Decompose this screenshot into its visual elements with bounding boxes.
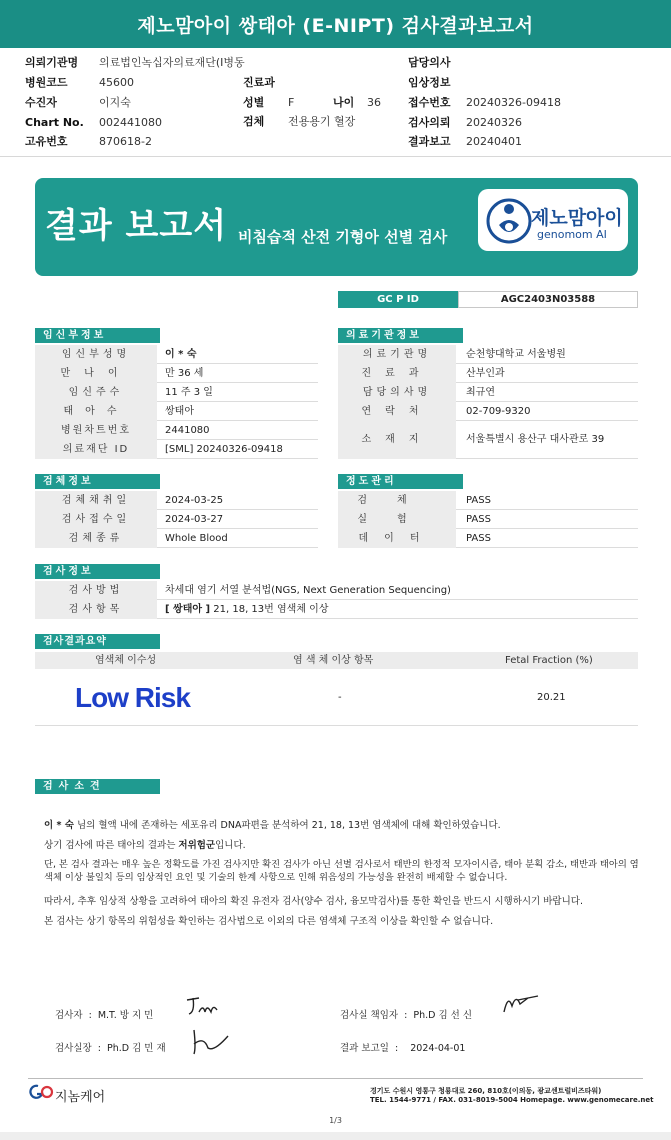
sig-lab-chief: 검사실장 : Ph.D 김 민 재 [55, 1043, 166, 1054]
row-collection-date: 검체채취일 2024-03-25 [35, 491, 318, 510]
section-quality-control: 정도관리 [338, 474, 463, 489]
meta-clinical-info: 임상정보 [408, 76, 451, 89]
row-department: 진료과 산부인과 [338, 364, 638, 383]
section-result-summary: 검사결과요약 [35, 634, 160, 649]
footer-address: 경기도 수원시 영통구 청룡대로 260, 810호(이의동, 광교센트럴비즈타워) [370, 1087, 602, 1095]
band-title: 결과 보고서 [45, 206, 228, 246]
header-divider [0, 156, 671, 157]
genomom-logo-icon [485, 195, 533, 247]
row-qc-experiment: 실험 PASS [338, 510, 638, 529]
opinion-p1: 이 * 숙 님의 혈액 내에 존재하는 세포유리 DNA파편을 분석하여 21, 18, 13번 염색체에 대해 확인하였습니다. [44, 820, 501, 831]
signature-tester-icon [183, 994, 233, 1020]
sig-lab-manager: 검사실 책임자 : Ph.D 김 선 신 [340, 1010, 473, 1021]
meta-sex: 성별 F [243, 96, 295, 109]
risk-result: Low Risk [75, 682, 190, 713]
opinion-p3: 단, 본 검사 결과는 매우 높은 정확도를 가진 검사지만 확진 검사가 아닌 선별 검사로서 태반의 한정적 모자이시즘, 태아 분획 감소, 태반과 태아의 염색체 이상 불일치 등의 임상적인 요인 및 기술의 한계 사항으로 인해 위음성의 가능성을 완전히 배제할 수 없습니다. [44, 859, 639, 883]
section-pregnant-info: 임신부정보 [35, 328, 160, 343]
meta-report-date: 결과보고 20240401 [408, 135, 522, 148]
section-opinion: 검사소견 [35, 779, 160, 794]
logo-subtext: genomom AI [537, 228, 607, 241]
opinion-p4: 따라서, 추후 임상적 상황을 고려하여 태아의 확진 유전자 검사(양수 검사, 융모막검사)를 통한 확인을 반드시 시행하시기 바랍니다. [44, 896, 583, 907]
row-contact: 연락처 02-709-9320 [338, 402, 638, 421]
row-institution-name: 의료기관명 순천향대학교 서울병원 [338, 345, 638, 364]
row-hospital-chart: 병원차트번호 2441080 [35, 421, 318, 440]
signature-lab-chief-icon [188, 1026, 234, 1058]
gcpid-label: GC P ID [338, 291, 458, 308]
abnormal-items: - [338, 692, 342, 703]
footer-contact: TEL. 1544-9771 / FAX. 031-8019-5004 Homepage. www.genomecare.net [370, 1096, 654, 1104]
row-doctor-name: 담당의사명 최규연 [338, 383, 638, 402]
meta-age: 나이 36 [333, 96, 381, 109]
meta-clinic: 진료과 [243, 76, 275, 89]
summary-header: 염색체 이수성 염 색 체 이상 항목 Fetal Fraction (%) [35, 652, 638, 669]
section-specimen-info: 검체정보 [35, 474, 160, 489]
row-address: 소재지 서울특별시 용산구 대사관로 39 [338, 421, 638, 459]
page-number: 1/3 [329, 1116, 342, 1125]
genomecare-logo-icon [28, 1084, 54, 1100]
bottom-strip [0, 1132, 671, 1140]
section-test-info: 검사정보 [35, 564, 160, 579]
row-test-method: 검사방법 차세대 염기 서열 분석법(NGS, Next Generation Sequencing) [35, 581, 638, 600]
row-receipt-date: 검사접수일 2024-03-27 [35, 510, 318, 529]
opinion-p5: 본 검사는 상기 항목의 위험성을 확인하는 검사법으로 이외의 다른 염색체 구조적 이상을 확인할 수 없습니다. [44, 916, 494, 927]
logo-text: 제노맘아이 [531, 207, 623, 229]
summary-divider [35, 725, 638, 726]
section-institution-info: 의료기관정보 [338, 328, 463, 343]
footer-logo-text: 지놈케어 [55, 1090, 106, 1105]
row-foundation-id: 의료재단 ID [SML] 20240326-09418 [35, 440, 318, 459]
row-pregnant-age: 만나이 만 36 세 [35, 364, 318, 383]
row-test-items: 검사항목 [ 쌍태아 ] 21, 18, 13번 염색체 이상 [35, 600, 638, 619]
row-qc-data: 데이터 PASS [338, 529, 638, 548]
fetal-fraction: 20.21 [537, 692, 566, 703]
row-specimen-type: 검체종류 Whole Blood [35, 529, 318, 548]
row-pregnant-name: 임신부성명 이 * 숙 [35, 345, 318, 364]
row-fetus-count: 태아수 쌍태아 [35, 402, 318, 421]
meta-request-date: 검사의뢰 20240326 [408, 116, 522, 129]
meta-unique-no: 고유번호 870618-2 [25, 135, 152, 148]
report-title: 제노맘아이 쌍태아 (E-NIPT) 검사결과보고서 [0, 0, 671, 48]
meta-institution: 의뢰기관명 의료법인녹십자의료재단(I병동 [25, 56, 245, 69]
meta-chart-no: Chart No. 002441080 [25, 116, 162, 129]
meta-patient: 수진자 이지숙 [25, 96, 131, 109]
gcpid-value: AGC2403N03588 [458, 291, 638, 308]
opinion-p2: 상기 검사에 따른 태아의 결과는 저위험군입니다. [44, 840, 246, 851]
meta-doctor: 담당의사 [408, 56, 451, 69]
meta-specimen: 검체 전용용기 혈장 [243, 115, 356, 128]
band-subtitle: 비침습적 산전 기형아 선별 검사 [238, 228, 448, 246]
row-qc-specimen: 검체 PASS [338, 491, 638, 510]
sig-report-date: 결과 보고일 : 2024-04-01 [340, 1043, 466, 1054]
row-gestational-age: 임신주수 11 주 3 일 [35, 383, 318, 402]
signature-lab-manager-icon [498, 990, 542, 1016]
sig-tester: 검사자 : M.T. 방 지 민 [55, 1010, 154, 1021]
meta-hospital-code: 병원코드 45600 [25, 76, 134, 89]
meta-receipt-no: 접수번호 20240326-09418 [408, 96, 561, 109]
footer-divider [28, 1078, 643, 1079]
